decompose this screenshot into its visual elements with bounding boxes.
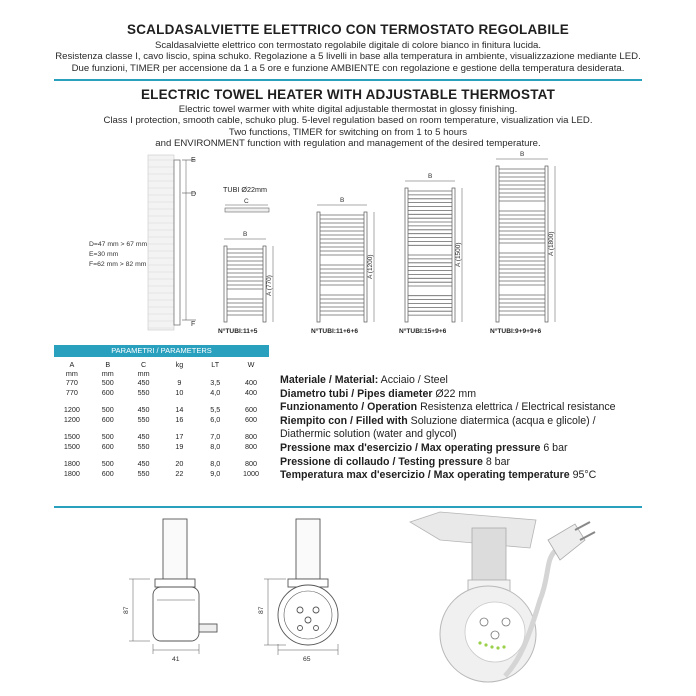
desc-en-line: and ENVIRONMENT function with regulation and management of the desired temperature. <box>155 138 541 150</box>
radiator-side-bar <box>224 246 227 322</box>
unit-lt <box>197 369 233 378</box>
table-cell: 1200 <box>63 415 80 424</box>
label-d: D <box>191 191 197 198</box>
description-it <box>0 40 696 74</box>
table-row <box>54 469 269 479</box>
table-cell: 550 <box>137 442 150 451</box>
spec-value: 6 bar <box>540 441 568 454</box>
spec-line <box>280 374 616 388</box>
radiator-1 <box>218 231 273 335</box>
table-cell: 600 <box>245 415 258 424</box>
spec-value: Diathermic solution (water and glycol) <box>280 428 457 441</box>
dimension-b-label: B <box>428 173 433 180</box>
spec-line <box>280 456 616 470</box>
row-spacer <box>54 425 269 432</box>
spec-line <box>280 469 616 483</box>
tubi-label: TUBI Ø22mm <box>223 185 267 194</box>
table-cell: 770 <box>65 388 78 397</box>
tube-section <box>225 208 269 212</box>
unit-c: mm <box>137 369 150 378</box>
col-lt: LT <box>211 360 220 369</box>
dim-width-65: 65 <box>303 656 311 663</box>
table-cell: 19 <box>175 442 184 451</box>
table-cell: 450 <box>137 459 150 468</box>
table-cell: 800 <box>245 459 258 468</box>
table-cell: 400 <box>245 388 258 397</box>
table-cell: 1500 <box>63 432 80 441</box>
radiator-3 <box>399 173 462 335</box>
dim-height-2: 87 <box>258 606 265 614</box>
unit-b: mm <box>101 369 114 378</box>
table-cell: 1000 <box>243 469 260 478</box>
table-cell: 22 <box>175 469 184 478</box>
table-cell: 14 <box>175 405 184 414</box>
spec-value: Resistenza elettrica / Electrical resistance <box>417 401 616 414</box>
radiator-dimension-drawing <box>0 148 696 344</box>
col-kg: kg <box>175 360 184 369</box>
spec-line <box>280 415 616 429</box>
dim-height-1: 87 <box>123 606 130 614</box>
desc-it-line: Due funzioni, TIMER per accensione da 1 a 5 ore e funzione AMBIENTE con regolazione e gestione della temperatura desiderata. <box>71 62 625 74</box>
thermostat-drawings <box>0 510 696 696</box>
radiator-tubi-count: N°TUBI:11+5 <box>218 328 258 335</box>
table-cell: 600 <box>245 405 258 414</box>
dimension-a-label: A (1200) <box>367 254 374 279</box>
table-cell: 600 <box>101 415 114 424</box>
wall-side-view <box>148 155 196 330</box>
table-cell: 450 <box>137 405 150 414</box>
parameters-units <box>54 369 269 378</box>
table-cell: 10 <box>175 388 184 397</box>
dim-width-41: 41 <box>172 656 180 663</box>
spec-label: Funzionamento / Operation <box>280 401 418 414</box>
label-f: F <box>191 321 196 328</box>
table-cell: 550 <box>137 388 150 397</box>
table-row <box>54 442 269 452</box>
table-cell: 450 <box>137 378 150 387</box>
row-spacer <box>54 398 269 405</box>
table-cell: 9 <box>177 378 182 387</box>
spec-value: Soluzione diatermica (acqua e glicole) / <box>407 414 596 427</box>
radiator-side-bar <box>496 166 499 322</box>
table-cell: 5,5 <box>210 405 221 414</box>
table-cell: 500 <box>101 378 114 387</box>
table-cell: 600 <box>101 388 114 397</box>
dimension-a-label: A (1500) <box>455 242 462 267</box>
table-row <box>54 388 269 398</box>
table-cell: 550 <box>137 415 150 424</box>
thermostat-side-view <box>129 519 217 654</box>
dimension-b-label: B <box>340 197 345 204</box>
table-cell: 17 <box>175 432 184 441</box>
spec-label: Materiale / Material: <box>280 374 379 386</box>
spec-line <box>280 442 616 456</box>
spec-value: Acciaio / Steel <box>378 374 448 386</box>
radiator-side-bar <box>317 212 320 322</box>
table-cell: 450 <box>137 432 150 441</box>
table-cell: 4,0 <box>210 388 221 397</box>
description-en <box>0 104 696 150</box>
parameters-header: PARAMETRI / PARAMETERS <box>54 345 269 357</box>
spec-line <box>280 428 616 442</box>
spec-label: Riempito con / Filled with <box>280 414 408 427</box>
table-cell: 16 <box>175 415 184 424</box>
dimension-a-label: A (770) <box>266 275 273 296</box>
unit-w <box>233 369 269 378</box>
divider-bottom <box>54 506 642 508</box>
dimension-a-label: A (1800) <box>548 231 555 256</box>
table-cell: 8,0 <box>210 442 221 451</box>
table-cell: 600 <box>101 469 114 478</box>
parameters-table <box>54 345 269 479</box>
table-cell: 8,0 <box>210 459 221 468</box>
dim-d: D=47 mm > 67 mm <box>89 241 148 248</box>
row-spacer <box>54 452 269 459</box>
col-w: W <box>247 360 255 369</box>
radiator-2 <box>311 197 374 335</box>
radiator-side-bar <box>405 188 408 322</box>
spec-line <box>280 401 616 415</box>
dimension-b-label: B <box>243 231 248 238</box>
spec-label: Pressione di collaudo / Testing pressure <box>280 455 483 468</box>
table-cell: 800 <box>245 432 258 441</box>
table-cell: 7,0 <box>210 432 221 441</box>
thermostat-front-view <box>264 519 338 655</box>
spec-value: 8 bar <box>482 455 510 468</box>
spec-value: Ø22 mm <box>432 387 477 400</box>
table-cell: 500 <box>101 405 114 414</box>
table-cell: 3,5 <box>210 378 221 387</box>
desc-en-line: Class I protection, smooth cable, schuko plug. 5-level regulation based on room temperature, visualization via LED. <box>103 115 593 127</box>
thermostat-product-render <box>410 512 595 682</box>
table-row <box>54 415 269 425</box>
spec-line <box>280 388 616 402</box>
specifications <box>280 374 616 483</box>
table-cell: 770 <box>65 378 78 387</box>
table-row <box>54 378 269 388</box>
table-cell: 500 <box>101 459 114 468</box>
dimension-b-label: B <box>520 151 525 158</box>
tubi-c-label: C <box>244 198 249 205</box>
table-cell: 400 <box>245 378 258 387</box>
table-cell: 20 <box>175 459 184 468</box>
spec-label: Temperatura max d'esercizio / Max operating temperature <box>280 469 570 482</box>
table-cell: 6,0 <box>210 415 221 424</box>
table-cell: 600 <box>101 442 114 451</box>
table-row <box>54 405 269 415</box>
col-b: B <box>105 360 111 369</box>
spec-value: 95°C <box>569 469 597 482</box>
table-cell: 1500 <box>63 442 80 451</box>
table-cell: 1200 <box>63 405 80 414</box>
label-e: E <box>191 157 196 164</box>
dim-e: E=30 mm <box>89 251 119 258</box>
spec-label: Pressione max d'esercizio / Max operating pressure <box>280 441 541 454</box>
desc-en-line: Electric towel warmer with white digital adjustable thermostat in glossy finishing. <box>178 104 518 115</box>
title-en: ELECTRIC TOWEL HEATER WITH ADJUSTABLE THERMOSTAT <box>140 87 556 102</box>
table-cell: 500 <box>101 432 114 441</box>
radiator-tubi-count: N°TUBI:9+9+9+6 <box>490 328 542 335</box>
table-cell: 9,0 <box>210 469 221 478</box>
dim-f: F=62 mm > 82 mm <box>89 261 147 268</box>
table-cell: 800 <box>245 442 258 451</box>
title-it: SCALDASALVIETTE ELETTRICO CON TERMOSTATO REGOLABILE <box>127 22 569 37</box>
col-a: A <box>69 360 75 369</box>
desc-it-line: Resistenza classe I, cavo liscio, spina schuko. Regolazione a 5 livelli in base alla temperatura in ambiente, visualizzazione mediante LED. <box>55 51 641 63</box>
radiator-tubi-count: N°TUBI:15+9+6 <box>399 328 447 335</box>
table-cell: 1800 <box>63 469 80 478</box>
radiator-tubi-count: N°TUBI:11+6+6 <box>311 328 358 335</box>
table-row <box>54 459 269 469</box>
table-row <box>54 432 269 442</box>
parameters-rows <box>54 378 269 479</box>
parameters-columns <box>54 360 269 369</box>
table-cell: 1800 <box>63 459 80 468</box>
unit-a: mm <box>65 369 78 378</box>
desc-en-line: Two functions, TIMER for switching on from 1 to 5 hours <box>228 126 468 138</box>
divider-top <box>54 79 642 81</box>
spec-label: Diametro tubi / Pipes diameter <box>280 387 433 400</box>
unit-kg <box>161 369 197 378</box>
col-c: C <box>140 360 147 369</box>
table-cell: 550 <box>137 469 150 478</box>
radiator-4 <box>490 151 555 335</box>
desc-it-line: Scaldasalviette elettrico con termostato regolabile digitale di colore bianco in finitura lucida. <box>154 40 542 51</box>
